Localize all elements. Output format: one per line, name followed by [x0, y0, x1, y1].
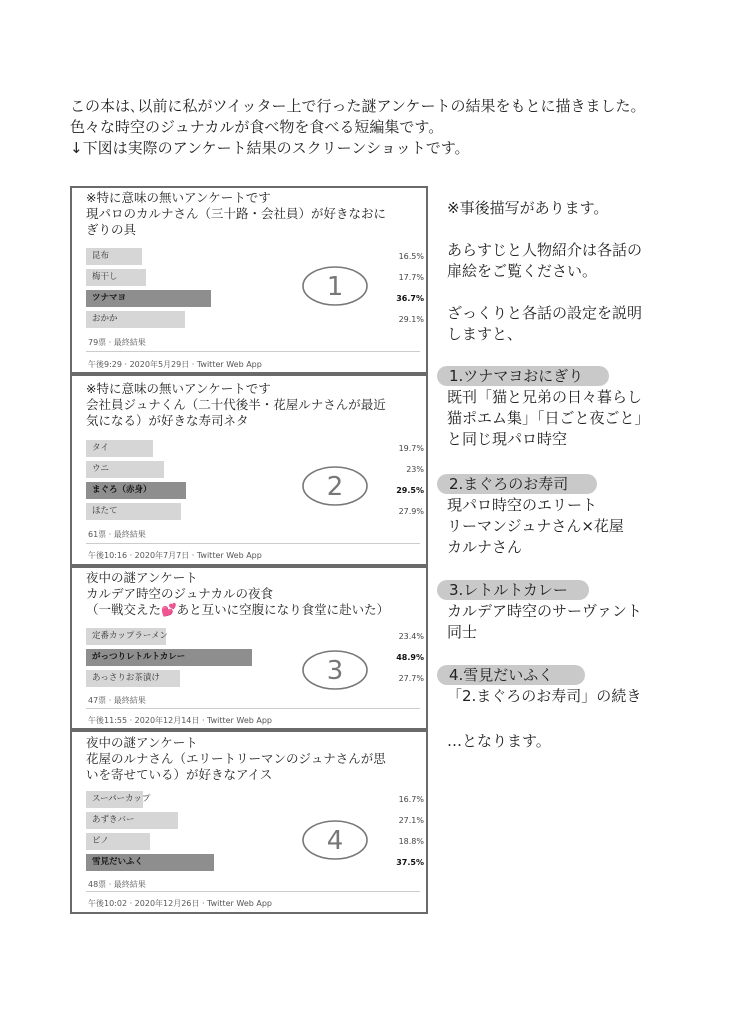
section-4	[447, 665, 717, 707]
poll-timestamp: 午後10:16 · 2020年7月7日 · Twitter Web App	[88, 551, 262, 560]
option-percent: 19.7%	[398, 444, 424, 453]
note-line: しますと、	[447, 325, 523, 343]
option-label: あっさりお茶漬け	[92, 673, 160, 683]
section-2	[447, 474, 717, 558]
option-percent: 27.1%	[398, 816, 424, 825]
intro-line: 色々な時空のジュナカルが食べ物を食べる短編集です。	[70, 118, 444, 136]
intro-line: この本は､以前に私がツイッター上で行った謎アンケートの結果をもとに描きました。	[70, 97, 646, 115]
intro-line: ↓下図は実際のアンケート結果のスクリーンショットです。	[70, 139, 470, 157]
poll-option	[86, 248, 424, 265]
section-line: 既刊「猫と兄弟の日々暮らし	[447, 388, 643, 406]
option-percent: 16.7%	[398, 795, 424, 804]
circled-number-4	[300, 818, 370, 862]
closing-note	[447, 731, 717, 752]
section-line: 現パロ時空のエリート	[447, 496, 598, 514]
option-label: スーパーカップ	[92, 794, 151, 804]
option-percent: 29.5%	[396, 486, 424, 495]
option-label: 雪見だいふく	[92, 857, 144, 867]
poll-option	[86, 791, 424, 808]
poll-option	[86, 311, 424, 328]
question-line: 花屋のルナさん（エリートリーマンのジュナさんが思	[86, 751, 386, 766]
section-title: 1.ツナマヨおにぎり	[449, 367, 584, 385]
poll-option	[86, 440, 424, 457]
section-line: 猫ポエム集」「日ごと夜ごと」	[447, 409, 650, 427]
poll-option-winner	[86, 290, 424, 307]
poll-timestamp: 午後9:29 · 2020年5月29日 · Twitter Web App	[88, 360, 262, 369]
question-line: 現パロのカルナさん（三十路・会社員）が好きなおに	[86, 206, 387, 221]
option-percent: 16.5%	[398, 252, 424, 261]
question-line: 夜中の謎アンケート	[86, 570, 198, 585]
poll-option	[86, 812, 424, 829]
divider	[86, 351, 420, 352]
section-line: 同士	[447, 623, 478, 641]
section-title: 2.まぐろのお寿司	[449, 475, 569, 493]
section-title: 3.レトルトカレー	[449, 581, 568, 599]
question-line: いを寄せている）が好きなアイス	[86, 767, 273, 782]
intro-text	[70, 96, 710, 159]
section-line: カルデア時空のサーヴァント	[447, 602, 642, 620]
option-percent: 48.9%	[396, 653, 424, 662]
vote-count: 47票 · 最終結果	[88, 696, 146, 705]
divider	[86, 543, 420, 544]
question-line: 夜中の謎アンケート	[86, 735, 198, 750]
question-line: ※特に意味の無いアンケートです	[86, 381, 271, 396]
option-label: ウニ	[92, 464, 110, 474]
poll-option-winner	[86, 854, 424, 871]
section-3	[447, 580, 717, 643]
circled-number-2	[300, 464, 370, 508]
poll-number: 2	[326, 472, 344, 502]
question-line: ※特に意味の無いアンケートです	[86, 190, 271, 205]
section-title: 4.雪見だいふく	[449, 666, 554, 684]
option-label: ツナマヨ	[92, 293, 127, 303]
vote-count: 61票 · 最終結果	[88, 530, 146, 539]
note-line: 扉絵をご覧ください。	[447, 262, 598, 280]
question-line: 会社員ジュナくん（二十代後半・花屋ルナさんが最近	[86, 397, 386, 412]
poll-card-2	[70, 374, 428, 566]
option-label: タイ	[92, 443, 109, 453]
section-line: リーマンジュナさん×花屋	[447, 517, 624, 535]
option-percent: 29.1%	[398, 315, 424, 324]
poll-number: 1	[326, 272, 344, 302]
section-line: カルナさん	[447, 538, 523, 556]
poll-option-winner	[86, 649, 424, 666]
poll-option	[86, 833, 424, 850]
poll-option	[86, 461, 424, 478]
question-line: カルデア時空のジュナカルの夜食	[86, 586, 274, 601]
vote-count: 79票 · 最終結果	[88, 338, 146, 347]
option-label: ほたて	[92, 506, 118, 516]
option-percent: 27.9%	[398, 507, 424, 516]
option-percent: 17.7%	[398, 273, 424, 282]
poll-number: 4	[326, 826, 344, 856]
closing-text: …となります。	[447, 732, 551, 750]
option-percent: 18.8%	[398, 837, 424, 846]
poll-number: 3	[326, 656, 344, 686]
section-1	[447, 366, 717, 450]
option-label: おかか	[92, 314, 118, 324]
poll-option-winner	[86, 482, 424, 499]
option-label: 定番カップラーメン	[92, 631, 168, 641]
vote-count: 48票 · 最終結果	[88, 880, 146, 889]
poll-question	[86, 735, 418, 783]
poll-card-3	[70, 566, 428, 730]
question-line: 気になる）が好きな寿司ネタ	[86, 413, 249, 428]
note-line: あらすじと人物紹介は各話の	[447, 241, 643, 259]
circled-number-1	[300, 264, 370, 308]
option-label: がっつりレトルトカレー	[92, 652, 186, 662]
option-label: あずきバー	[92, 815, 135, 825]
option-percent: 36.7%	[396, 294, 424, 303]
poll-timestamp: 午後11:55 · 2020年12月14日 · Twitter Web App	[88, 716, 272, 725]
option-label: ピノ	[92, 836, 109, 846]
poll-timestamp: 午後10:02 · 2020年12月26日 · Twitter Web App	[88, 899, 272, 908]
option-percent: 27.7%	[398, 674, 424, 683]
warning-note: ※事後描写があります。	[447, 199, 609, 217]
note-line: ざっくりと各話の設定を説明	[447, 304, 643, 322]
poll-option	[86, 670, 424, 687]
poll-card-4	[70, 730, 428, 914]
question-line: ぎりの具	[86, 222, 137, 237]
divider	[86, 891, 420, 892]
option-percent: 23.4%	[398, 632, 424, 641]
option-percent: 23%	[406, 465, 424, 474]
poll-question	[86, 190, 418, 238]
poll-option	[86, 628, 424, 645]
poll-question	[86, 570, 418, 618]
section-line: と同じ現パロ時空	[447, 430, 568, 448]
poll-option	[86, 503, 424, 520]
option-label: 昆布	[92, 251, 110, 261]
circled-number-3	[300, 648, 370, 692]
option-percent: 37.5%	[396, 858, 424, 867]
section-line: 「2.まぐろのお寿司」の続き	[447, 687, 642, 705]
divider	[86, 708, 420, 709]
poll-question	[86, 381, 418, 429]
question-line: （一戦交えた💕あと互いに空腹になり食堂に赴いた）	[86, 602, 390, 617]
poll-option	[86, 269, 424, 286]
option-label: まぐろ（赤身）	[92, 485, 152, 495]
notes	[447, 198, 717, 345]
option-label: 梅干し	[92, 272, 118, 282]
poll-card-1	[70, 186, 428, 374]
